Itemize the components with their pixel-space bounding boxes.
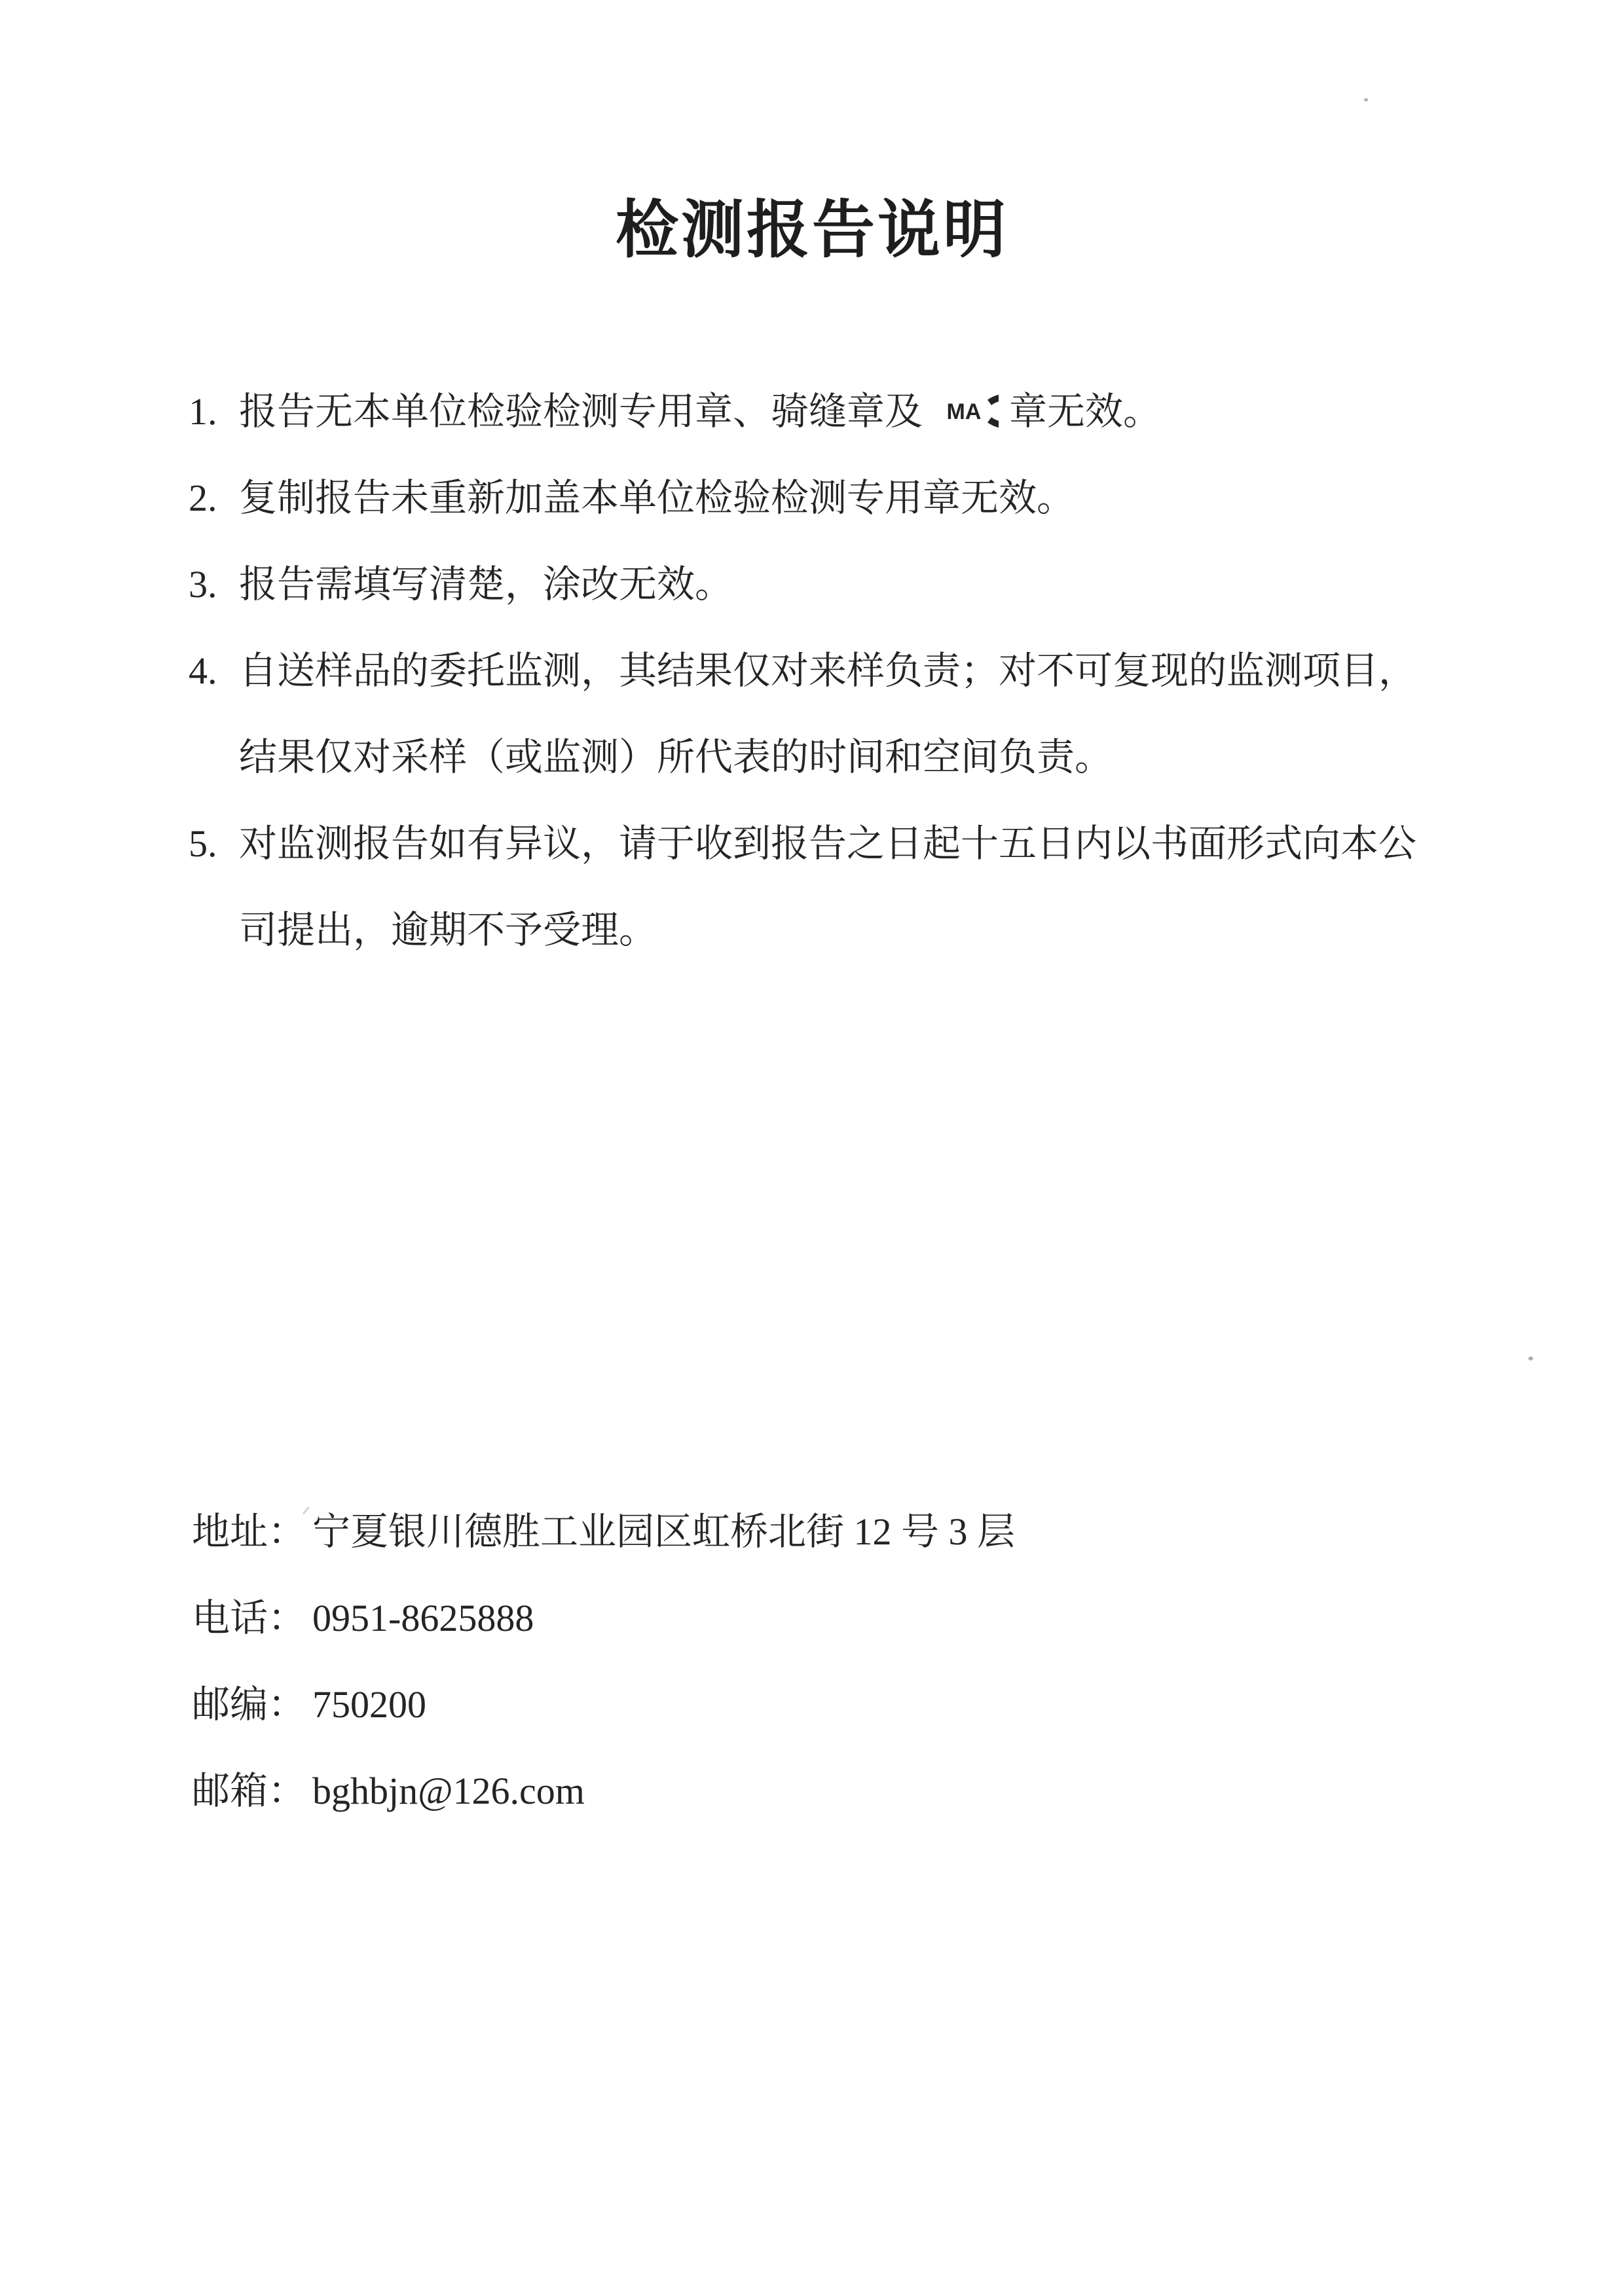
cma-stamp-icon: [933, 393, 999, 429]
contact-label: 邮箱：: [192, 1770, 306, 1812]
contact-row-phone: [192, 1575, 1015, 1662]
contact-value: 0951-8625888: [312, 1597, 534, 1639]
contact-row-email: [192, 1748, 1015, 1834]
note-line: 自送样品的委托监测，其结果仅对来样负责；对不可复现的监测项目，: [239, 649, 1417, 692]
contact-label: 电话：: [192, 1597, 306, 1639]
contact-row-address: [192, 1489, 1015, 1575]
note-text: 章无效。: [1009, 390, 1162, 433]
note-line: 复制报告未重新加盖本单位检验检测专用章无效。: [239, 477, 1075, 519]
note-number: 2.: [189, 477, 217, 519]
cma-stamp-label: MA: [946, 399, 982, 424]
page-title: 检测报告说明: [616, 195, 1008, 265]
contact-value: bghbjn@126.com: [312, 1770, 585, 1812]
note-item-4: [189, 628, 1472, 801]
note-text: 报告无本单位检验检测专用章、骑缝章及: [239, 390, 923, 433]
notes-list: [189, 369, 1472, 974]
scan-speck: [1528, 1357, 1533, 1360]
note-item-1: [189, 369, 1472, 455]
note-line: 报告需填写清楚，涂改无效。: [239, 563, 733, 606]
note-number: 4.: [189, 649, 217, 692]
contact-value: 宁夏银川德胜工业园区虹桥北街 12 号 3 层: [312, 1510, 1016, 1553]
note-number: 3.: [189, 563, 217, 606]
note-line: [239, 369, 1472, 455]
note-item-5: [189, 801, 1472, 974]
note-line: 对监测报告如有异议，请于收到报告之日起十五日内以书面形式向本公: [239, 822, 1417, 865]
note-number: 5.: [189, 822, 217, 865]
contact-row-postcode: [192, 1662, 1015, 1748]
contact-label: 地址：: [192, 1510, 306, 1553]
note-number: 1.: [189, 390, 217, 433]
scan-speck: [1364, 98, 1368, 101]
note-line: 结果仅对采样（或监测）所代表的时间和空间负责。: [239, 736, 1113, 778]
note-item-3: [189, 541, 1472, 628]
contact-block: [192, 1489, 1015, 1834]
note-line: 司提出，逾期不予受理。: [239, 909, 657, 951]
contact-value: 750200: [312, 1683, 427, 1726]
note-item-2: [189, 455, 1472, 541]
contact-label: 邮编：: [192, 1683, 306, 1726]
